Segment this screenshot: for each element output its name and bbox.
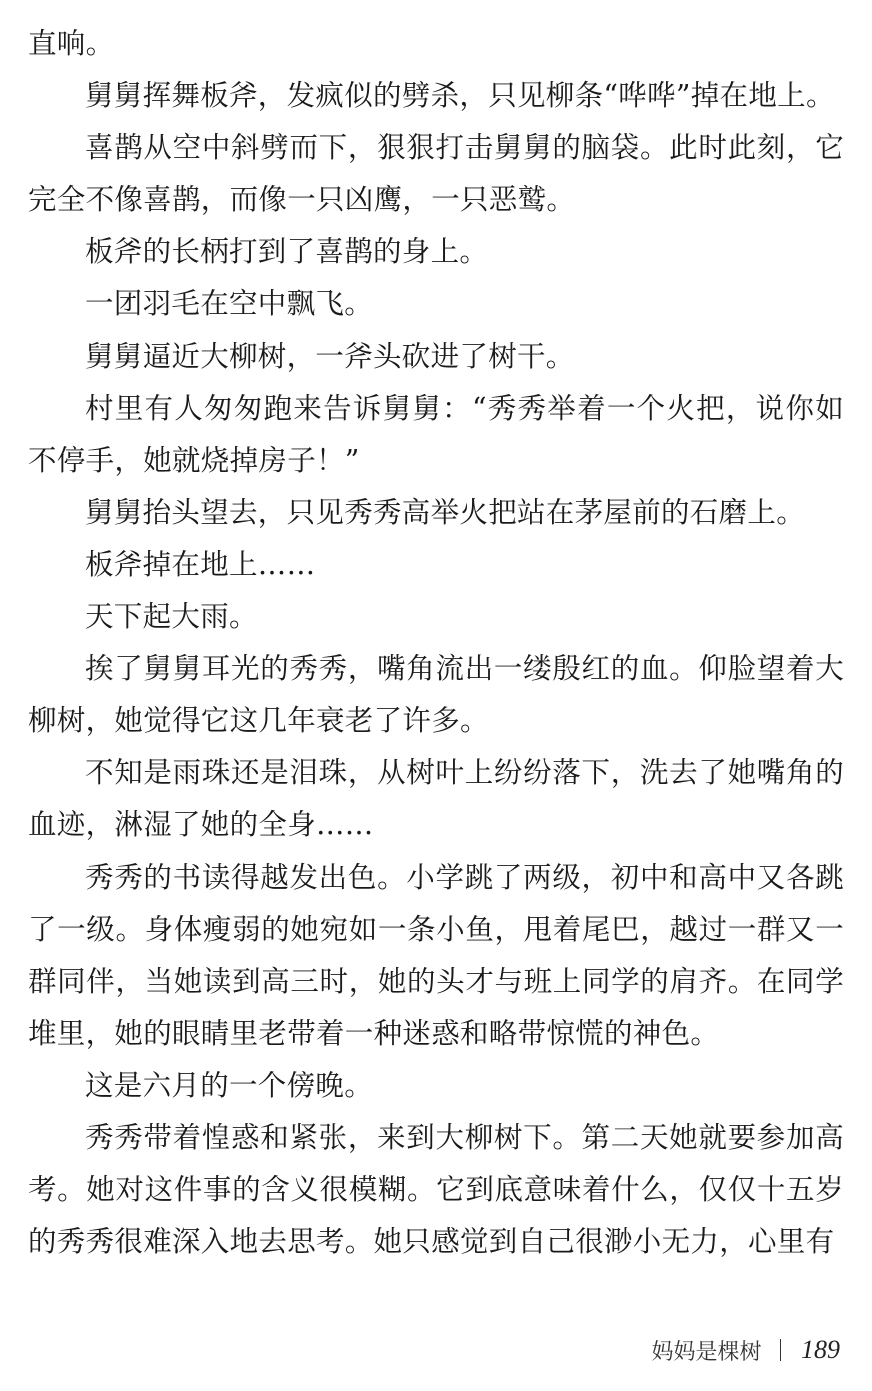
paragraph: 挨了舅舅耳光的秀秀，嘴角流出一缕殷红的血。仰脸望着大柳树，她觉得它这几年衰老了许多。 — [28, 652, 844, 738]
paragraph: 天下起大雨。 — [85, 600, 258, 634]
paragraph: 一团羽毛在空中飘飞。 — [85, 287, 374, 321]
paragraph: 这是六月的一个傍晚。 — [85, 1068, 374, 1102]
paragraph: 村里有人匆匆跑来告诉舅舅：“秀秀举着一个火把，说你如不停手，她就烧掉房子！” — [28, 391, 844, 477]
paragraph: 舅舅挥舞板斧，发疯似的劈杀，只见柳条“哗哗”掉在地上。 — [85, 79, 835, 113]
running-title: 妈妈是棵树 — [651, 1339, 762, 1365]
paragraph: 不知是雨珠还是泪珠，从树叶上纷纷落下，洗去了她嘴角的血迹，淋湿了她的全身…… — [28, 756, 844, 842]
paragraph: 舅舅逼近大柳树，一斧头砍进了树干。 — [85, 339, 575, 373]
paragraph: 直响。 — [28, 27, 115, 60]
paragraph: 舅舅抬头望去，只见秀秀高举火把站在茅屋前的石磨上。 — [85, 495, 806, 529]
page-body — [28, 18, 844, 1268]
page-footer — [651, 1330, 840, 1370]
page-number: 189 — [801, 1335, 840, 1364]
paragraph: 秀秀的书读得越发出色。小学跳了两级，初中和高中又各跳了一级。身体瘦弱的她宛如一条小鱼，甩着尾巴，越过一群又一群同伴，当她读到高三时，她的头才与班上同学的肩齐。在同学堆里，她的眼睛里老带着一种迷惑和略带惊慌的神色。 — [28, 860, 844, 1050]
paragraph: 喜鹊从空中斜劈而下，狠狠打击舅舅的脑袋。此时此刻，它完全不像喜鹊，而像一只凶鹰，一只恶鹫。 — [28, 131, 844, 217]
paragraph: 秀秀带着惶惑和紧张，来到大柳树下。第二天她就要参加高考。她对这件事的含义很模糊。它到底意味着什么，仅仅十五岁的秀秀很难深入地去思考。她只感觉到自己很渺小无力，心里有 — [28, 1120, 844, 1259]
footer-divider — [780, 1339, 782, 1361]
paragraph: 板斧的长柄打到了喜鹊的身上。 — [85, 235, 489, 269]
paragraph: 板斧掉在地上…… — [85, 547, 316, 581]
